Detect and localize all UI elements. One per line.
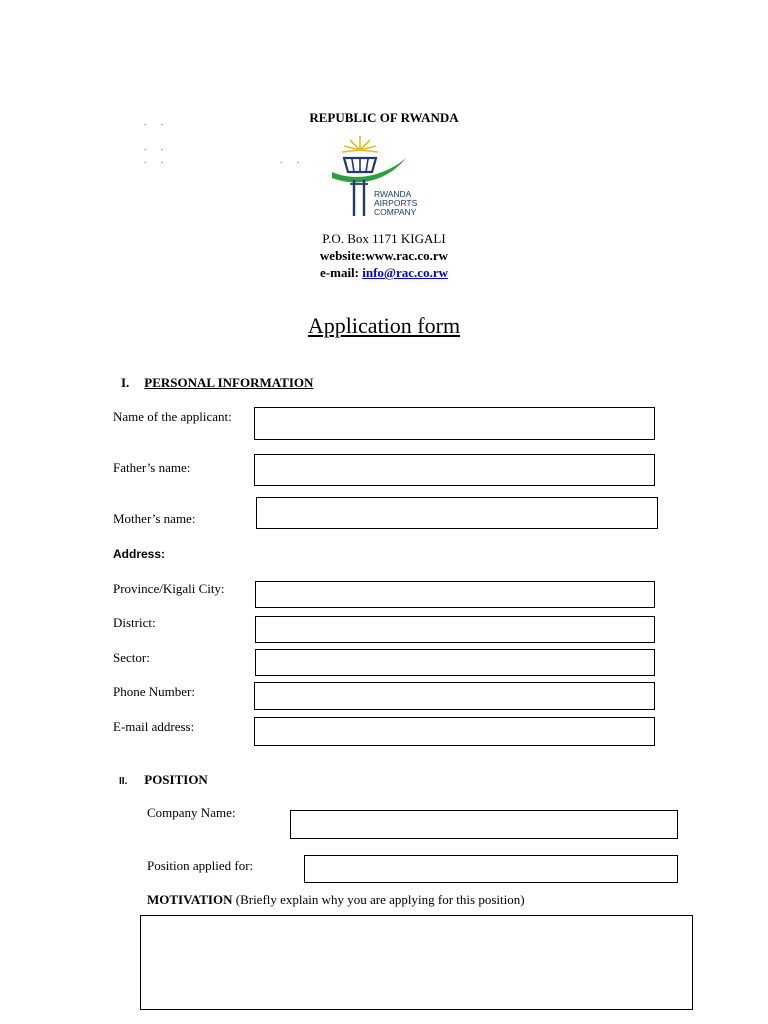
company-name-label: Company Name: <box>147 805 236 820</box>
logo-line-3: COMPANY <box>374 207 417 217</box>
applicant-name-label: Name of the applicant: <box>113 409 232 424</box>
address-heading: Address: <box>113 547 166 561</box>
email-prefix: e-mail: <box>320 265 363 280</box>
logo-line-2: AIRPORTS <box>374 198 418 208</box>
country-heading: REPUBLIC OF RWANDA <box>309 110 459 125</box>
motivation-textarea[interactable] <box>140 915 693 1010</box>
mother-name-label: Mother’s name: <box>113 511 196 526</box>
phone-field[interactable] <box>254 682 655 710</box>
section-number: I. <box>121 375 130 390</box>
father-name-field[interactable] <box>254 454 655 486</box>
position-applied-label: Position applied for: <box>147 858 254 873</box>
stray-marks: - - <box>280 158 306 167</box>
district-field[interactable] <box>255 616 655 643</box>
email-address-label: E-mail address: <box>113 719 195 734</box>
company-name-field[interactable] <box>290 810 678 839</box>
father-name-label: Father’s name: <box>113 460 191 475</box>
section-title: POSITION <box>144 772 208 787</box>
applicant-name-field[interactable] <box>254 407 655 440</box>
website: website:www.rac.co.rw <box>319 248 449 263</box>
district-label: District: <box>113 615 156 630</box>
phone-label: Phone Number: <box>113 684 195 699</box>
sector-field[interactable] <box>255 649 655 676</box>
stray-marks: - - <box>144 120 170 129</box>
section-position <box>119 772 208 788</box>
logo-wordmark <box>374 190 417 217</box>
province-field[interactable] <box>255 581 655 608</box>
email-line <box>0 265 768 281</box>
position-applied-field[interactable] <box>304 855 678 883</box>
section-title: PERSONAL INFORMATION <box>144 375 314 390</box>
motivation-label <box>147 892 525 908</box>
province-label: Province/Kigali City: <box>113 581 225 596</box>
email-link[interactable]: info@rac.co.rw <box>362 265 448 280</box>
motivation-heading: MOTIVATION <box>147 892 233 907</box>
form-title: Application form <box>307 313 461 338</box>
motivation-instruction: (Briefly explain why you are applying for this position) <box>232 892 525 907</box>
logo-line-1: RWANDA <box>374 189 412 199</box>
mother-name-field[interactable] <box>256 497 658 529</box>
email-address-field[interactable] <box>254 717 655 746</box>
rac-logo <box>330 132 440 220</box>
stray-marks: - - <box>144 158 170 167</box>
section-personal-information <box>121 375 313 391</box>
section-number: II. <box>119 776 128 787</box>
sector-label: Sector: <box>113 650 150 665</box>
stray-marks: - - <box>144 145 170 154</box>
po-box: P.O. Box 1171 KIGALI <box>322 231 446 246</box>
